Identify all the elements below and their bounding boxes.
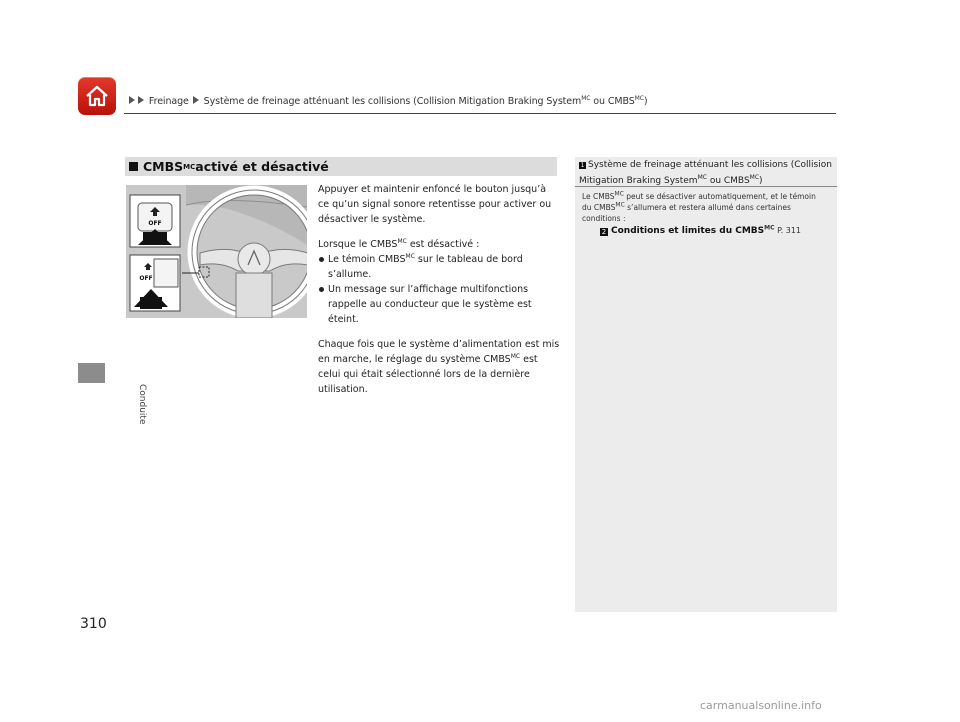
svg-text:OFF: OFF: [148, 220, 162, 227]
home-icon: [84, 84, 110, 108]
paragraph-setting-memory: Chaque fois que le système d’alimentation est mis en marche, le réglage du système $CMBS^{MC}$ est celui qui était sélectionné lors de la dernière utilisation.: [318, 339, 560, 395]
reference-number-icon: 1: [580, 162, 585, 169]
header-divider: [124, 113, 836, 114]
paragraph-when-off: Lorsque le $CMBS^{MC}$ est désactivé :: [318, 237, 480, 250]
steering-wheel-illustration: [126, 185, 307, 318]
breadcrumb-arrow-icon: [193, 96, 199, 104]
breadcrumb-link-freinage[interactable]: Freinage: [148, 96, 189, 107]
cmbs-button-illustration: [126, 185, 307, 318]
side-note-panel: [575, 157, 837, 612]
home-button[interactable]: [78, 77, 116, 115]
link-conditions-limites[interactable]: 2 Conditions et limites du $CMBS^{MC}$ P. 311: [601, 224, 802, 236]
section-square-icon: [129, 162, 138, 171]
breadcrumb-link-cmbs[interactable]: Système de freinage atténuant les collisions (Collision Mitigation Braking System$^{MC}$ ou $CMBS^{MC}$): [203, 94, 648, 107]
bullet-list: [318, 252, 560, 327]
page-number: 310: [80, 616, 107, 632]
breadcrumb-arrow-icon: [129, 96, 135, 104]
note-title: 1 Système de freinage atténuant les collisions (Collision Mitigation Braking System$^{MC}$ ou $CMBS^{MC}$): [579, 160, 832, 186]
sidebar-chapter-label[interactable]: Conduite: [137, 384, 147, 425]
section-heading: CMBS MC activé et désactivé: [125, 157, 557, 176]
note-divider: [575, 186, 837, 187]
watermark: carmanualsonline.info: [700, 699, 822, 712]
paragraph-instructions: Appuyer et maintenir enfoncé le bouton jusqu’à ce qu’un signal sonore retentisse pour activer ou désactiver le système.: [318, 184, 552, 225]
breadcrumb: [128, 96, 647, 107]
note-body: Le $CMBS^{MC}$ peut se désactiver automatiquement, et le témoin du $CMBS^{MC}$ s’allumera et restera allumé dans certaines conditions : 2 Conditions et limites du $CMBS^{MC}$ P. 311: [582, 191, 822, 237]
breadcrumb-arrow-icon: [138, 96, 144, 104]
body-text: [318, 182, 560, 397]
svg-text:OFF: OFF: [139, 275, 153, 282]
list-item: Un message sur l’affichage multifonctions rappelle au conducteur que le système est éteint.: [318, 282, 560, 327]
sidebar-tab-marker[interactable]: [78, 363, 105, 383]
list-item: Le témoin $CMBS^{MC}$ sur le tableau de bord s’allume.: [318, 252, 560, 282]
cross-reference-arrow-icon: 2: [601, 228, 607, 236]
